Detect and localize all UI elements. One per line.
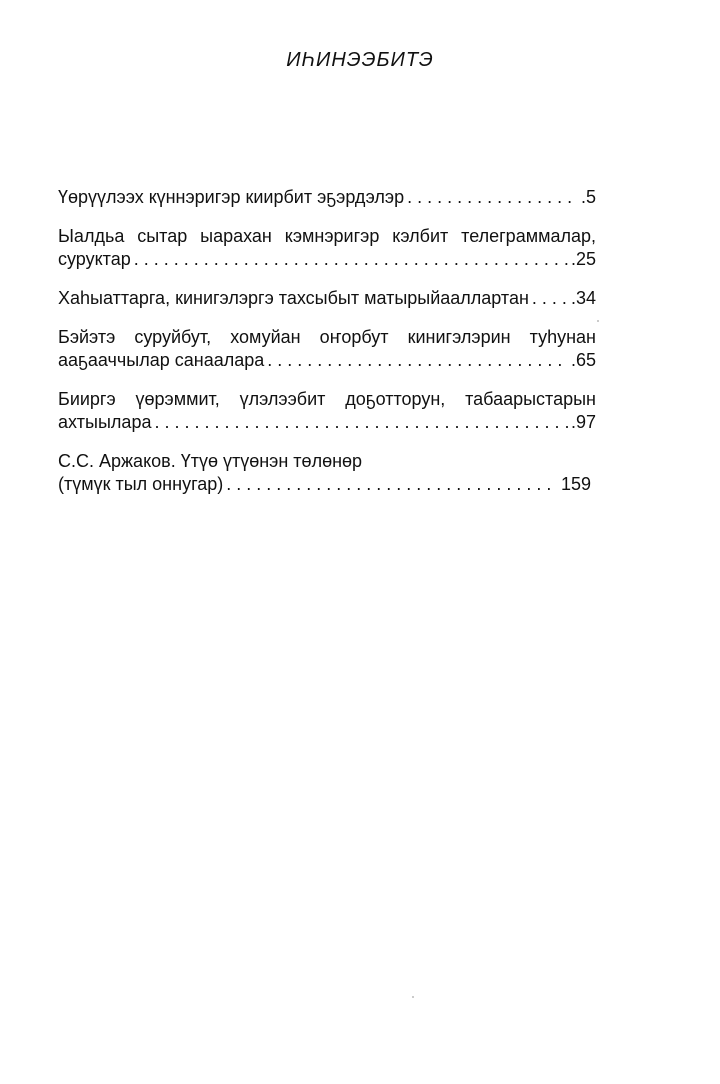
toc-entry-1 — [58, 186, 596, 209]
dot-leader — [532, 287, 568, 310]
toc-entry-5 — [58, 388, 596, 434]
dot-leader — [407, 186, 578, 209]
toc-entry-title-end: ахтыылара — [58, 412, 152, 432]
toc-entry-4 — [58, 326, 596, 372]
toc-entry-line — [58, 411, 596, 434]
toc-entry-title: Үөрүүлээх күннэригэр киирбит эҕэрдэлэр — [58, 187, 405, 207]
toc-entry-title-line: С.С. Аржаков. Үтүө үтүөнэн төлөнөр — [58, 451, 363, 471]
toc-entry-title-line: Бииргэ үөрэммит, үлэлээбит доҕотторун, табаарыстарын — [58, 389, 596, 409]
toc-entry-title-end: (түмүк тыл оннугар) — [58, 474, 224, 494]
toc-entry-title-end: суруктар — [58, 249, 131, 269]
table-of-contents — [58, 186, 596, 496]
toc-entry-line — [58, 349, 596, 372]
dot-leader — [134, 248, 568, 271]
toc-entry-6 — [58, 450, 596, 496]
toc-entry-line — [58, 248, 596, 271]
dot-leader — [154, 411, 568, 434]
page-number: .34 — [570, 288, 596, 308]
page-title: ИҺИНЭЭБИТЭ — [286, 49, 434, 71]
dot-leader — [267, 349, 568, 372]
page-number: 159 — [560, 474, 591, 494]
page-number: .65 — [570, 350, 596, 370]
toc-entry-line — [58, 186, 596, 209]
dot-leader — [226, 473, 558, 496]
toc-entry-line — [58, 287, 596, 310]
toc-entry-line — [58, 473, 596, 496]
toc-entry-title-end: ааҕааччылар санаалара — [58, 350, 265, 370]
toc-entry-title: Хаһыаттарга, кинигэлэргэ тахсыбыт матырыйааллартан — [58, 288, 529, 308]
toc-entry-3 — [58, 287, 596, 310]
scan-speck — [597, 320, 599, 322]
scan-speck — [412, 996, 414, 998]
toc-entry-title-line: Бэйэтэ суруйбут, хомуйан оҥорбут кинигэлэрин туһунан — [58, 327, 596, 347]
page-number: .97 — [570, 412, 596, 432]
page-number: .5 — [580, 187, 596, 207]
toc-entry-title-line: Ыалдьа сытар ыарахан кэмнэригэр кэлбит телеграммалар, — [58, 226, 596, 246]
page-number: .25 — [570, 249, 596, 269]
toc-entry-2 — [58, 225, 596, 271]
